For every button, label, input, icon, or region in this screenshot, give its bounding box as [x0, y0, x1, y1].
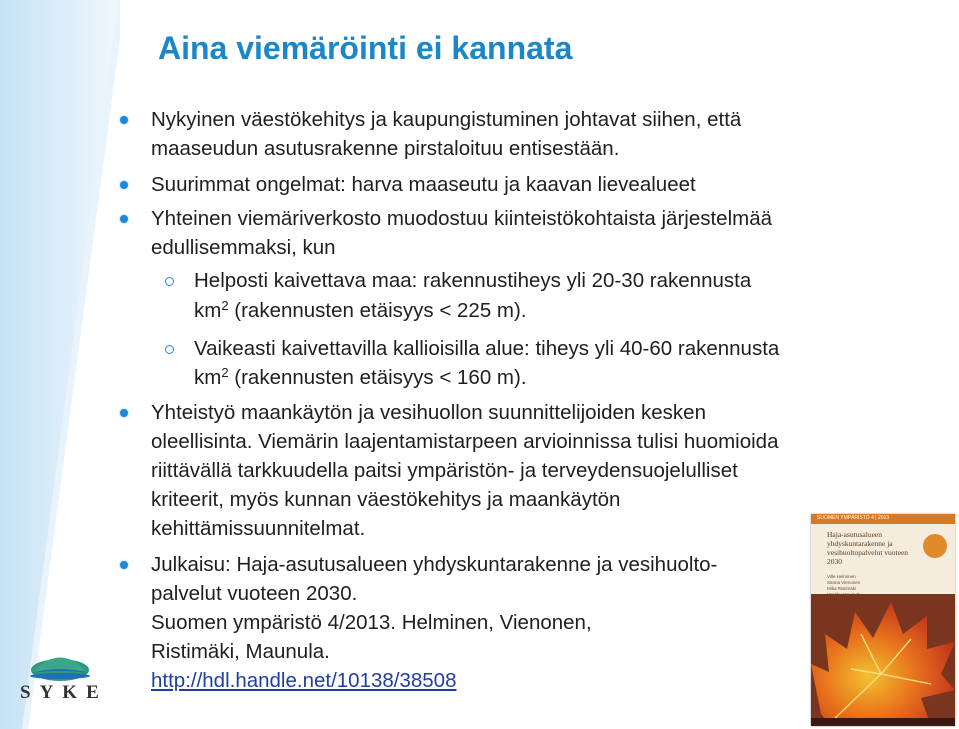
bullet-dot [120, 409, 128, 417]
bullet-dot [120, 561, 128, 569]
unit-text: km [194, 366, 222, 389]
sub-bullet-ring [165, 345, 174, 354]
unit-exponent: 2 [221, 298, 229, 313]
bullet-dot [120, 181, 128, 189]
bullet-text: palvelut vuoteen 2030. [151, 582, 358, 605]
bullet-text: Julkaisu: Haja-asutusalueen yhdyskuntarakenne ja vesihuolto- [151, 553, 718, 576]
slide-title: Aina viemäröinti ei kannata [158, 30, 573, 66]
unit-exponent: 2 [221, 365, 229, 380]
bullet-text: oleellisinta. Viemärin laajentamistarpeen arvioinnissa tulisi huomioida [151, 430, 779, 453]
sub-bullet-rest: (rakennusten etäisyys < 225 m). [228, 299, 527, 322]
unit-text: km [194, 299, 222, 322]
sub-bullet-ring [165, 277, 174, 286]
bullet-dot [120, 215, 128, 223]
sub-bullet-text [194, 363, 527, 393]
cover-emblem-icon [923, 534, 947, 558]
sub-bullet-text [194, 296, 527, 326]
publication-link-line [151, 666, 457, 696]
cover-title: Haja-asutusalueen yhdyskuntarakenne ja vesihuoltopalvelut vuoteen 2030 [827, 530, 909, 566]
bullet-dot [120, 116, 128, 124]
sub-bullet-rest: (rakennusten etäisyys < 160 m). [228, 366, 527, 389]
publication-link[interactable]: http://hdl.handle.net/10138/38508 [151, 669, 457, 692]
sub-bullet-text: Vaikeasti kaivettavilla kallioisilla alue: tiheys yli 40-60 rakennusta [194, 337, 780, 360]
bullet-text: kriteerit, myös kunnan väestökehitys ja maankäytön [151, 488, 621, 511]
publication-cover [811, 514, 955, 726]
bullet-text: Ristimäki, Maunula. [151, 640, 330, 663]
syke-logo-text: SYKE [20, 682, 108, 703]
cover-author: Sanna Vienonen [827, 580, 861, 585]
cover-series: SUOMEN YMPÄRISTÖ 4 | 2013 [817, 515, 890, 521]
bullet-text: Yhteinen viemäriverkosto muodostuu kiinteistökohtaista järjestelmää [151, 207, 773, 230]
autumn-leaf-image [811, 594, 955, 726]
bullet-text: Yhteistyö maankäytön ja vesihuollon suunnittelijoiden kesken [151, 401, 706, 424]
cover-series-bar [811, 514, 955, 524]
bullet-text: Suurimmat ongelmat: harva maaseutu ja kaavan lievealueet [151, 173, 696, 196]
bullet-text: Nykyinen väestökehitys ja kaupungistuminen johtavat siihen, että [151, 108, 742, 131]
bullet-text: edullisemmaksi, kun [151, 236, 336, 259]
bullet-text: kehittämissuunnitelmat. [151, 517, 366, 540]
sub-bullet-text: Helposti kaivettava maa: rakennustiheys yli 20-30 rakennusta [194, 269, 752, 292]
cover-author: Mika Ristimäki [827, 586, 857, 591]
bullet-text: riittävällä tarkkuudella paitsi ympäristön- ja terveydensuojelulliset [151, 459, 738, 482]
bullet-text: maaseudun asutusrakenne pirstaloituu entisestään. [151, 137, 620, 160]
bullet-text: Suomen ympäristö 4/2013. Helminen, Vienonen, [151, 611, 592, 634]
cover-author: Ville Helminen [827, 574, 856, 579]
